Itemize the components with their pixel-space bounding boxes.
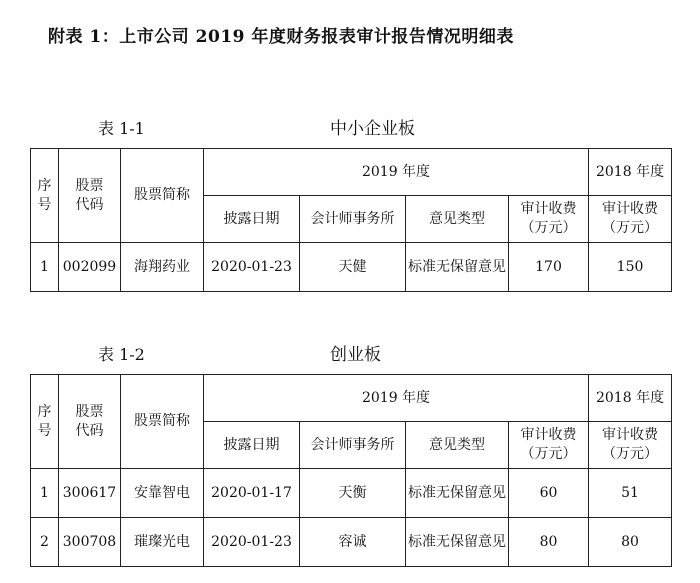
cell-fee-2018: 51: [589, 469, 672, 518]
header-year-2019: 2019 年度: [204, 149, 589, 196]
header-opinion-type: 意见类型: [406, 422, 509, 469]
header-stock-name: 股票简称: [121, 149, 204, 243]
header-year-2018: 2018 年度: [589, 149, 672, 196]
cell-stock-name: 璀璨光电: [121, 518, 204, 567]
cell-fee-2019: 80: [509, 518, 589, 567]
cell-stock-code: 002099: [59, 243, 121, 292]
header-stock-code: 股票 代码: [59, 375, 121, 469]
cell-fee-2019: 170: [509, 243, 589, 292]
cell-seq: 2: [31, 518, 59, 567]
cell-audit-firm: 天健: [300, 243, 406, 292]
header-fee-2019: 审计收费 （万元）: [509, 196, 589, 243]
cell-stock-name: 海翔药业: [121, 243, 204, 292]
header-fee-2018: 审计收费 （万元）: [589, 422, 672, 469]
header-fee-2018: 审计收费 （万元）: [589, 196, 672, 243]
audit-table-2: [30, 374, 672, 567]
cell-fee-2018: 80: [589, 518, 672, 567]
cell-fee-2018: 150: [589, 243, 672, 292]
cell-opinion-type: 标准无保留意见: [406, 469, 509, 518]
audit-table-1: [30, 148, 672, 292]
header-disclosure-date: 披露日期: [204, 196, 300, 243]
cell-disclosure-date: 2020-01-17: [204, 469, 300, 518]
header-disclosure-date: 披露日期: [204, 422, 300, 469]
cell-audit-firm: 天衡: [300, 469, 406, 518]
table-row: [31, 518, 672, 567]
cell-stock-code: 300708: [59, 518, 121, 567]
table-row: [31, 243, 672, 292]
board-name-1: 中小企业板: [330, 119, 415, 139]
cell-stock-code: 300617: [59, 469, 121, 518]
cell-audit-firm: 容诚: [300, 518, 406, 567]
table-row: [31, 469, 672, 518]
cell-disclosure-date: 2020-01-23: [204, 243, 300, 292]
header-year-2018: 2018 年度: [589, 375, 672, 422]
table-caption-1: 表 1-1: [98, 119, 145, 138]
cell-seq: 1: [31, 469, 59, 518]
cell-disclosure-date: 2020-01-23: [204, 518, 300, 567]
header-seq: 序 号: [31, 375, 59, 469]
header-stock-code: 股票 代码: [59, 149, 121, 243]
cell-fee-2019: 60: [509, 469, 589, 518]
header-audit-firm: 会计师事务所: [300, 422, 406, 469]
header-opinion-type: 意见类型: [406, 196, 509, 243]
board-name-2: 创业板: [330, 345, 381, 365]
header-seq: 序 号: [31, 149, 59, 243]
cell-stock-name: 安靠智电: [121, 469, 204, 518]
header-fee-2019: 审计收费 （万元）: [509, 422, 589, 469]
table-caption-2: 表 1-2: [98, 345, 145, 364]
header-stock-name: 股票简称: [121, 375, 204, 469]
cell-seq: 1: [31, 243, 59, 292]
header-audit-firm: 会计师事务所: [300, 196, 406, 243]
document-title: 附表 1：上市公司 2019 年度财务报表审计报告情况明细表: [48, 27, 514, 47]
header-year-2019: 2019 年度: [204, 375, 589, 422]
cell-opinion-type: 标准无保留意见: [406, 518, 509, 567]
cell-opinion-type: 标准无保留意见: [406, 243, 509, 292]
